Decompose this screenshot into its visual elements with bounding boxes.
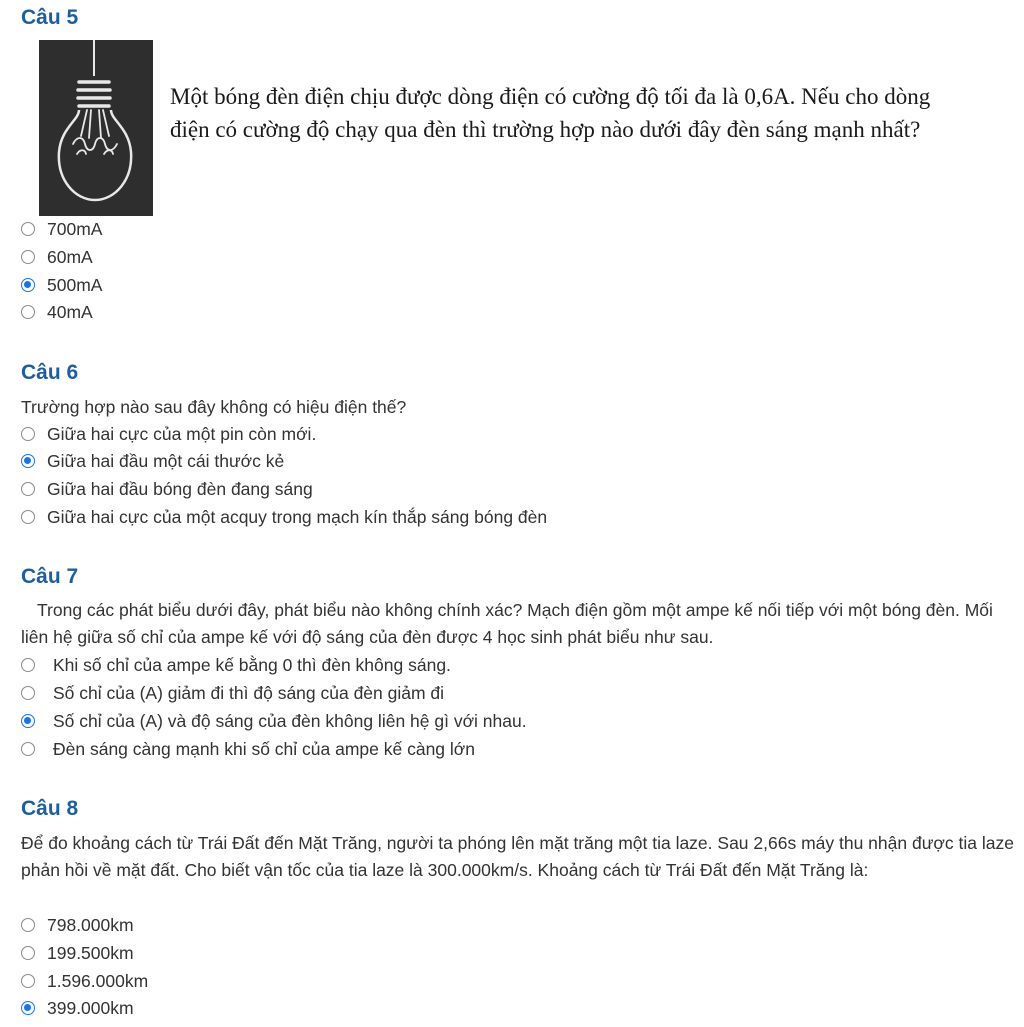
- radio-button-icon[interactable]: [21, 250, 35, 264]
- question-7-option-a[interactable]: [21, 652, 451, 678]
- question-6-option-c[interactable]: [21, 476, 313, 502]
- radio-button-checked-icon[interactable]: [21, 454, 35, 468]
- option-label: Giữa hai đầu một cái thước kẻ: [47, 450, 285, 471]
- question-7-option-b[interactable]: [21, 680, 444, 706]
- question-5-option-c[interactable]: [21, 272, 102, 298]
- question-6-option-a[interactable]: [21, 421, 316, 447]
- question-6-title: Câu 6: [21, 361, 79, 384]
- option-label: Giữa hai cực của một acquy trong mạch kín thắp sáng bóng đèn: [47, 506, 548, 527]
- radio-button-checked-icon[interactable]: [21, 1001, 35, 1015]
- option-label: 60mA: [47, 246, 93, 267]
- question-7-prompt: Trong các phát biểu dưới đây, phát biểu nào không chính xác? Mạch điện gồm một ampe kế nối tiếp với một bóng đèn. Mối liên hệ giữa số chỉ của ampe kế với độ sáng của đèn được 4 học sinh phát biểu như sau.: [21, 600, 993, 647]
- option-label: Đèn sáng càng mạnh khi số chỉ của ampe kế càng lớn: [53, 738, 475, 759]
- light-bulb-icon: [39, 40, 153, 216]
- option-label: 798.000km: [47, 914, 134, 935]
- question-7-title: Câu 7: [21, 565, 79, 588]
- question-5-option-b[interactable]: [21, 244, 93, 270]
- option-label: 700mA: [47, 218, 103, 239]
- option-label: Giữa hai đầu bóng đèn đang sáng: [47, 478, 313, 499]
- question-8-option-a[interactable]: [21, 912, 134, 938]
- question-6-option-b[interactable]: [21, 448, 284, 474]
- radio-button-checked-icon[interactable]: [21, 278, 35, 292]
- light-bulb-image: [39, 40, 153, 216]
- question-7-option-c[interactable]: [21, 708, 527, 734]
- radio-button-icon[interactable]: [21, 427, 35, 441]
- option-label: 1.596.000km: [47, 970, 149, 991]
- radio-button-icon[interactable]: [21, 974, 35, 988]
- question-5-title: Câu 5: [21, 6, 79, 29]
- option-label: Số chỉ của (A) giảm đi thì độ sáng của đèn giảm đi: [53, 682, 445, 703]
- option-label: Giữa hai cực của một pin còn mới.: [47, 423, 317, 444]
- radio-button-icon[interactable]: [21, 510, 35, 524]
- radio-button-icon[interactable]: [21, 686, 35, 700]
- radio-button-checked-icon[interactable]: [21, 714, 35, 728]
- question-7-option-d[interactable]: [21, 736, 475, 762]
- option-label: 199.500km: [47, 942, 134, 963]
- radio-button-icon[interactable]: [21, 742, 35, 756]
- option-label: Khi số chỉ của ampe kế bằng 0 thì đèn không sáng.: [53, 654, 451, 675]
- question-6-prompt: Trường hợp nào sau đây không có hiệu điện thế?: [21, 397, 407, 417]
- radio-button-icon[interactable]: [21, 482, 35, 496]
- option-label: Số chỉ của (A) và độ sáng của đèn không liên hệ gì với nhau.: [53, 710, 527, 731]
- question-5-option-a[interactable]: [21, 216, 102, 242]
- option-label: 40mA: [47, 301, 93, 322]
- question-5-prompt: Một bóng đèn điện chịu được dòng điện có cường độ tối đa là 0,6A. Nếu cho dòng điện có cường độ chạy qua đèn thì trường hợp nào dưới đây đèn sáng mạnh nhất?: [170, 84, 931, 142]
- question-8-title: Câu 8: [21, 797, 79, 820]
- radio-button-icon[interactable]: [21, 658, 35, 672]
- radio-button-icon[interactable]: [21, 305, 35, 319]
- question-8-prompt: Để đo khoảng cách từ Trái Đất đến Mặt Trăng, người ta phóng lên mặt trăng một tia laze. Sau 2,66s máy thu nhận được tia laze phản hồi về mặt đất. Cho biết vận tốc của tia laze là 300.000km/s. Khoảng cách từ Trái Đất đến Mặt Trăng là:: [21, 833, 1014, 880]
- question-8-option-c[interactable]: [21, 968, 148, 994]
- question-5-option-d[interactable]: [21, 299, 93, 325]
- option-label: 399.000km: [47, 997, 134, 1018]
- option-label: 500mA: [47, 274, 103, 295]
- radio-button-icon[interactable]: [21, 946, 35, 960]
- radio-button-icon[interactable]: [21, 918, 35, 932]
- question-8-option-d[interactable]: [21, 995, 134, 1021]
- question-6-option-d[interactable]: [21, 504, 547, 530]
- question-8-option-b[interactable]: [21, 940, 134, 966]
- radio-button-icon[interactable]: [21, 222, 35, 236]
